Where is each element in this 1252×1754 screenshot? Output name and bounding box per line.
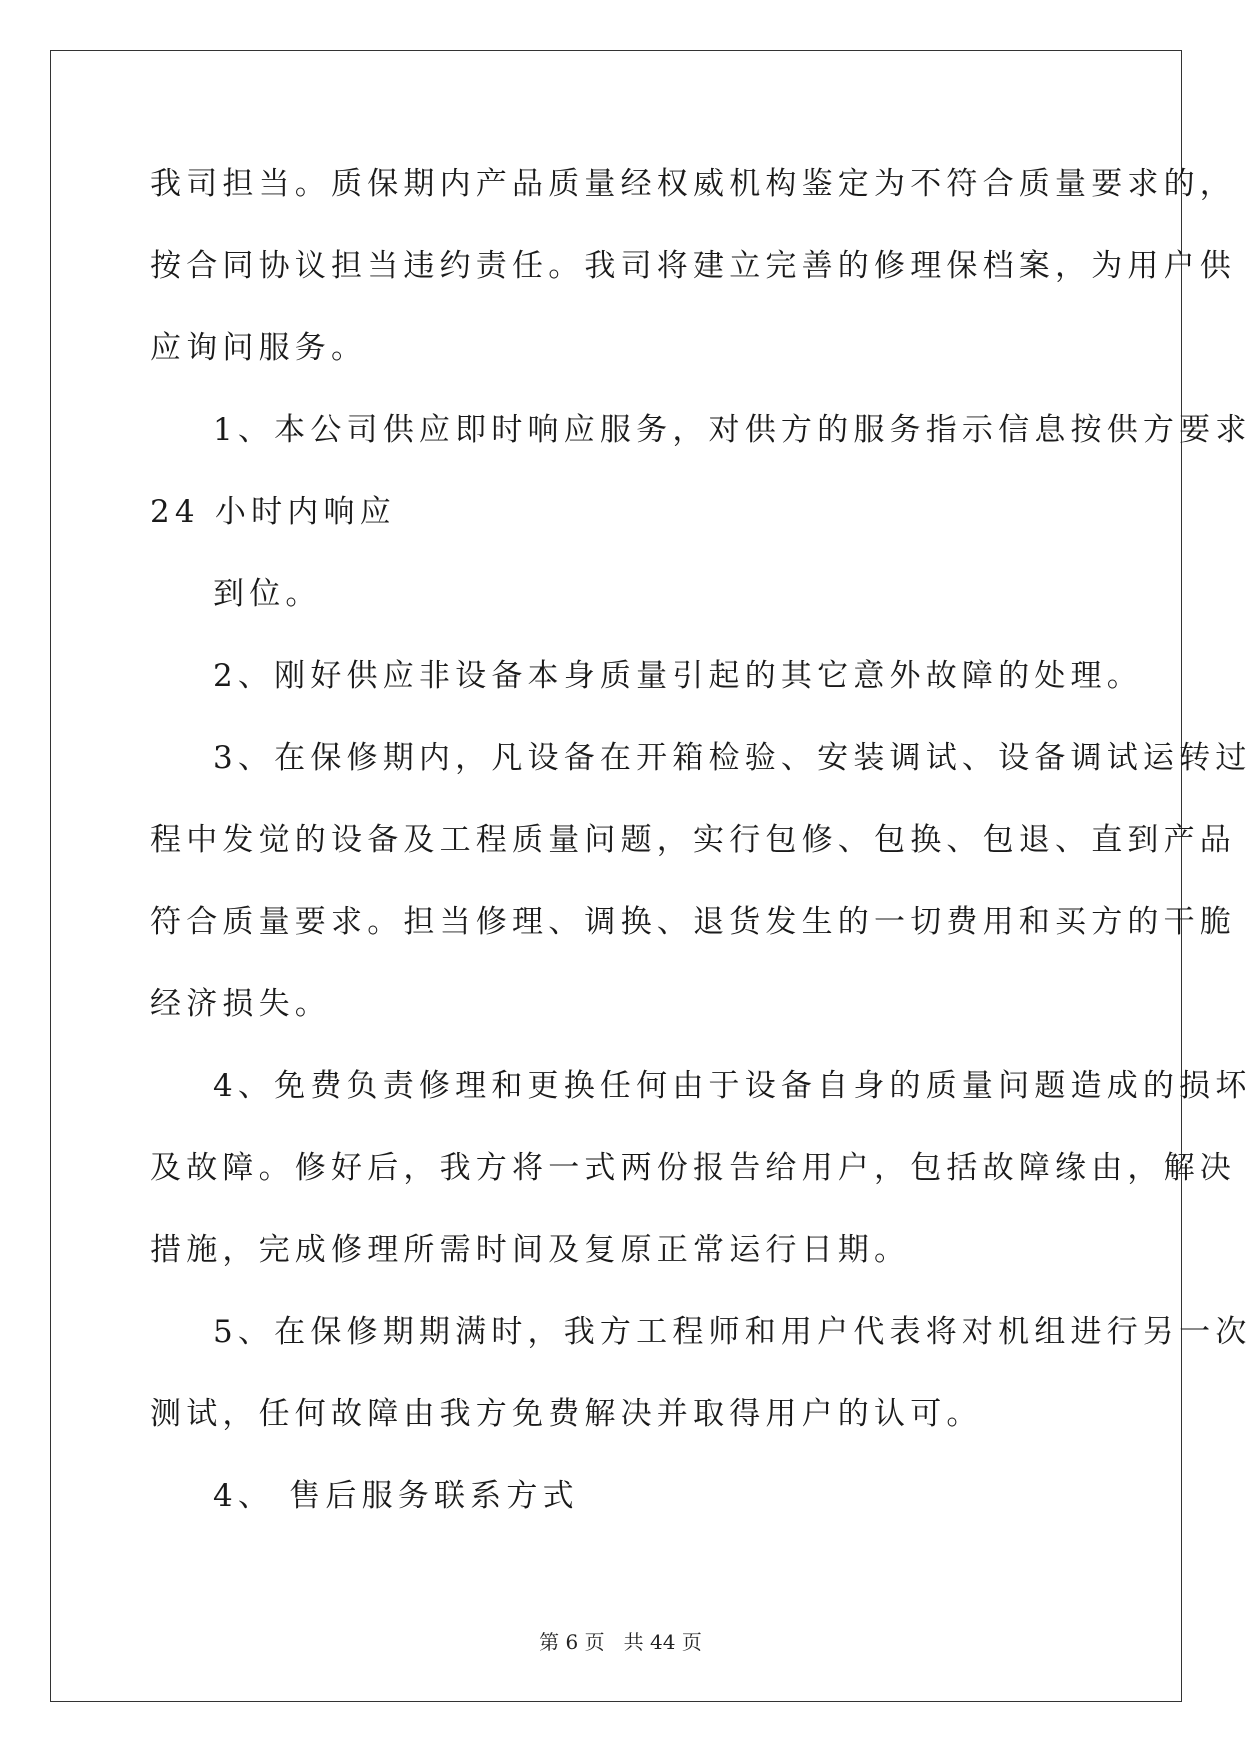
list-item-5: 5、在保修期期满时，我方工程师和用户代表将对机组进行另一次 [213, 1314, 1252, 1350]
text-line: 应询问服务。 [150, 330, 368, 366]
text-line: 到位。 [213, 576, 322, 612]
text-line: 程中发觉的设备及工程质量问题，实行包修、包换、包退、直到产品 [150, 822, 1236, 858]
document-body [150, 156, 1252, 1550]
list-item-4: 4、免费负责修理和更换任何由于设备自身的质量问题造成的损坏 [213, 1068, 1252, 1104]
text-line: 测试，任何故障由我方免费解决并取得用户的认可。 [150, 1396, 983, 1432]
list-item-2: 2、刚好供应非设备本身质量引起的其它意外故障的处理。 [213, 658, 1143, 694]
section-heading: 4、 售后服务联系方式 [213, 1478, 579, 1514]
text-line: 我司担当。质保期内产品质量经权威机构鉴定为不符合质量要求的， [150, 166, 1236, 202]
text-line: 及故障。修好后，我方将一式两份报告给用户，包括故障缘由，解决 [150, 1150, 1236, 1186]
text-line: 措施，完成修理所需时间及复原正常运行日期。 [150, 1232, 911, 1268]
text-line: 经济损失。 [150, 986, 331, 1022]
text-line: 符合质量要求。担当修理、调换、退货发生的一切费用和买方的干脆 [150, 904, 1236, 940]
page-number-footer: 第 6 页 共 44 页 [539, 1630, 702, 1654]
list-item-1: 1、本公司供应即时响应服务，对供方的服务指示信息按供方要求 [213, 412, 1252, 448]
text-line: 按合同协议担当违约责任。我司将建立完善的修理保档案，为用户供 [150, 248, 1236, 284]
list-item-3: 3、在保修期内，凡设备在开箱检验、安装调试、设备调试运转过 [213, 740, 1252, 776]
text-line: 24 小时内响应 [150, 494, 396, 530]
